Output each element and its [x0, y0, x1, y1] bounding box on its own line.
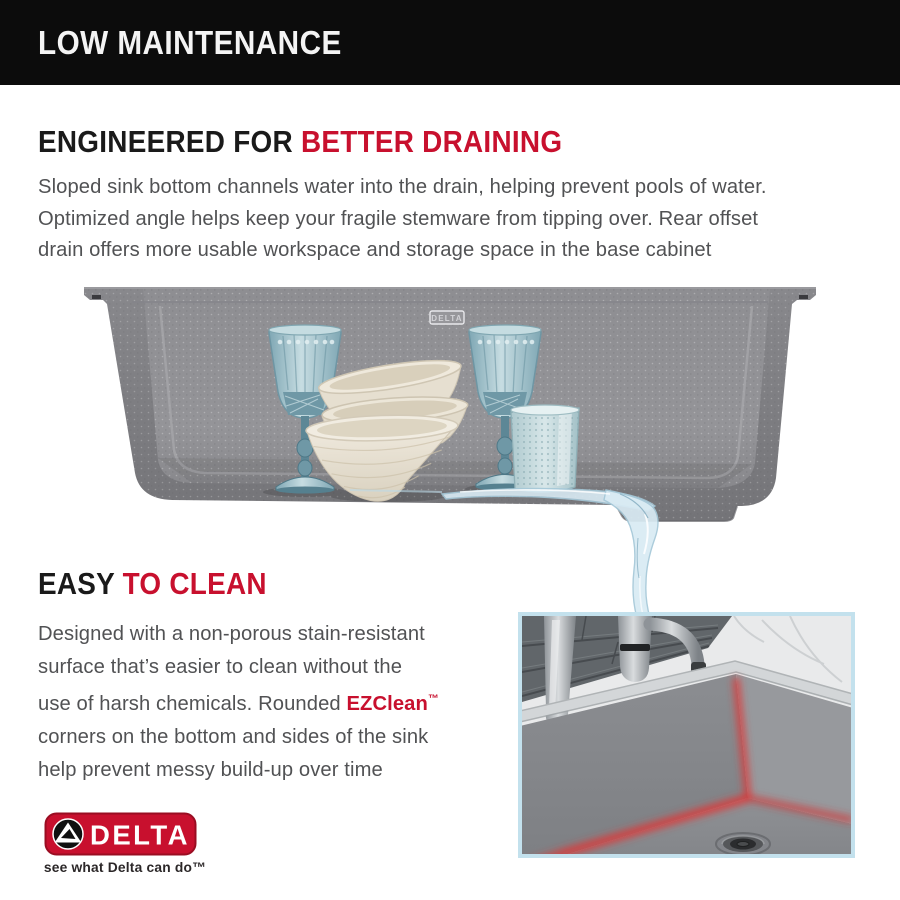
- delta-triangle-icon: [53, 819, 83, 849]
- body-line: surface that’s easier to clean without the: [38, 655, 403, 678]
- logo-wordmark: DELTA: [90, 819, 190, 851]
- paragraph-cleaning: [38, 617, 445, 786]
- paragraph-draining: [38, 171, 778, 266]
- heading-black-part: EASY: [38, 566, 123, 601]
- sink-cross-section-illustration: [0, 278, 900, 623]
- heading-red-part: BETTER DRAINING: [300, 124, 563, 159]
- body-line: drain offers more usable workspace and storage space in the base cabinet: [38, 238, 712, 261]
- ezclean-sink-photo: [518, 612, 855, 858]
- top-banner: [0, 0, 900, 85]
- ezclean-brand: EZClean: [346, 692, 428, 715]
- body-line: use of harsh chemicals. Rounded EZClean™: [38, 692, 439, 715]
- heading-better-draining: [38, 124, 621, 160]
- trademark-symbol: ™: [427, 693, 439, 705]
- heading-black-part: ENGINEERED FOR: [38, 124, 301, 159]
- logo-tagline: see what Delta can do™: [43, 860, 207, 875]
- banner-title: LOW MAINTENANCE: [38, 23, 342, 61]
- body-line: corners on the bottom and sides of the sink: [38, 725, 429, 748]
- delta-logo: [44, 812, 209, 861]
- sink-delta-stamp-text: DELTA: [431, 314, 463, 323]
- body-line: Sloped sink bottom channels water into the drain, helping prevent pools of water.: [38, 175, 767, 198]
- sink-corner-photo-art: [522, 616, 851, 854]
- body-line: Designed with a non-porous stain-resistant: [38, 622, 425, 645]
- tumbler-glass: [511, 405, 579, 492]
- sink-delta-stamp: [430, 311, 464, 324]
- draining-water: [350, 488, 658, 618]
- body-line: Optimized angle helps keep your fragile stemware from tipping over. Rear offset: [38, 206, 759, 230]
- drain: [716, 833, 770, 854]
- heading-red-part: TO CLEAN: [122, 566, 267, 601]
- body-line: help prevent messy build-up over time: [38, 758, 383, 781]
